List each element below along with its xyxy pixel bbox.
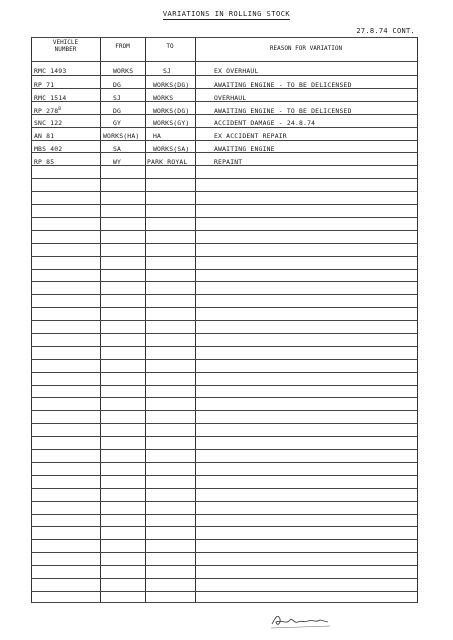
row-rule <box>31 88 418 89</box>
row-rule <box>31 307 418 308</box>
document-title <box>0 10 453 18</box>
row-rule <box>31 501 418 502</box>
reason-cell: AWAITING ENGINE - TO BE DELICENSED <box>214 81 352 89</box>
from-cell: SJ <box>113 94 122 102</box>
row-rule <box>31 436 418 437</box>
vehicle-number-cell: RMC 1493 <box>34 67 67 75</box>
row-rule <box>31 101 418 102</box>
reason-cell: EX ACCIDENT REPAIR <box>214 132 287 140</box>
row-rule <box>31 165 418 166</box>
document-title-text: VARIATIONS IN ROLLING STOCK <box>162 10 291 18</box>
from-cell: DG <box>113 107 122 115</box>
reason-cell: EX OVERHAUL <box>214 67 259 75</box>
row-rule <box>31 526 418 527</box>
reason-cell: AWAITING ENGINE - TO BE DELICENSED <box>214 107 352 115</box>
row-rule <box>31 578 418 579</box>
row-rule <box>31 333 418 334</box>
vehicle-number-cell: RP 85 <box>34 158 55 166</box>
table-border-top <box>31 37 418 38</box>
variations-table <box>31 37 418 603</box>
to-cell: WORKS(SA) <box>153 145 190 153</box>
header-vehicle-number <box>31 39 100 53</box>
vehicle-number-cell: SNC 122 <box>34 119 63 127</box>
row-rule <box>31 591 418 592</box>
from-cell: WY <box>113 158 122 166</box>
from-cell: DG <box>113 81 122 89</box>
from-cell: GY <box>113 119 122 127</box>
table-border-bottom <box>31 602 418 603</box>
row-rule <box>31 423 418 424</box>
row-rule <box>31 75 418 76</box>
handwritten-signature <box>268 610 338 632</box>
row-rule <box>31 191 418 192</box>
vehicle-number-cell: MBS 402 <box>34 145 63 153</box>
row-rule <box>31 281 418 282</box>
row-rule <box>31 552 418 553</box>
row-rule <box>31 359 418 360</box>
row-rule <box>31 346 418 347</box>
to-cell: SJ <box>163 67 172 75</box>
reason-cell: REPAINT <box>214 158 243 166</box>
row-rule <box>31 320 418 321</box>
row-rule <box>31 539 418 540</box>
reason-cell: OVERHAUL <box>214 94 247 102</box>
row-rule <box>31 372 418 373</box>
vehicle-number-cell: AN 81 <box>34 132 55 140</box>
to-cell: WORKS(GY) <box>153 119 190 127</box>
reason-cell: AWAITING ENGINE <box>214 145 275 153</box>
header-reason: REASON FOR VARIATION <box>269 45 343 52</box>
header-vehicle-line2: NUMBER <box>54 46 77 53</box>
header-vehicle-line1: VEHICLE <box>52 39 79 46</box>
row-rule <box>31 397 418 398</box>
row-rule <box>31 140 418 141</box>
row-rule <box>31 410 418 411</box>
to-cell: HA <box>153 132 162 140</box>
row-rule <box>31 269 418 270</box>
row-rule <box>31 243 418 244</box>
row-rule <box>31 565 418 566</box>
row-rule <box>31 256 418 257</box>
from-cell: WORKS(HA) <box>103 132 140 140</box>
row-rule <box>31 462 418 463</box>
row-rule <box>31 61 418 62</box>
vehicle-number-cell: RP 71 <box>34 81 55 89</box>
to-cell: WORKS <box>153 94 174 102</box>
to-cell: WORKS(DG) <box>153 81 190 89</box>
row-rule <box>31 217 418 218</box>
row-rule <box>31 152 418 153</box>
row-rule <box>31 514 418 515</box>
row-rule <box>31 385 418 386</box>
row-rule <box>31 475 418 476</box>
row-rule <box>31 114 418 115</box>
row-rule <box>31 178 418 179</box>
vehicle-number-cell: RMC 1514 <box>34 94 67 102</box>
from-cell: WORKS <box>113 67 134 75</box>
row-rule <box>31 294 418 295</box>
from-cell: SA <box>113 145 122 153</box>
vehicle-number-text: RP 278 <box>34 107 59 116</box>
row-rule <box>31 449 418 450</box>
row-rule <box>31 204 418 205</box>
reason-cell: ACCIDENT DAMAGE - 24.8.74 <box>214 119 316 127</box>
vehicle-number-superscript: B <box>58 107 62 112</box>
to-cell: PARK ROYAL <box>147 158 188 166</box>
to-cell: WORKS(DG) <box>153 107 190 115</box>
header-to: TO <box>166 43 174 50</box>
date-note: 27.8.74 CONT. <box>356 27 415 35</box>
row-rule <box>31 127 418 128</box>
row-rule <box>31 230 418 231</box>
header-from: FROM <box>115 43 130 50</box>
row-rule <box>31 488 418 489</box>
